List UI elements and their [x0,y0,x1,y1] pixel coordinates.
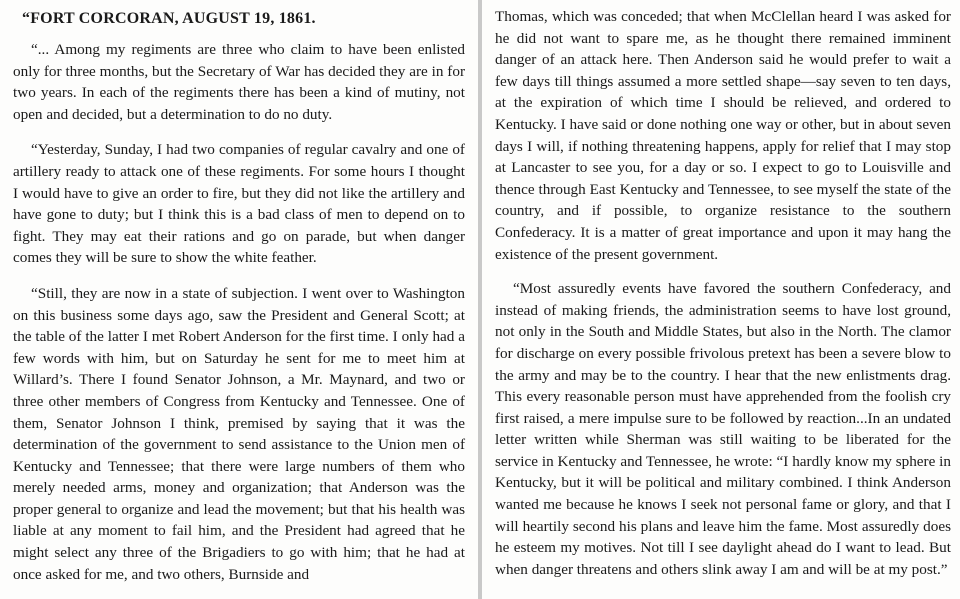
paragraph-4: “Most assuredly events have favored the southern Confederacy, and instead of making friends, the administration seems to have lost ground, not only in the South and Middle States, but also in the North. The clamor for discharge on every possible frivolous pretext has been a severe blow to the army and may be to the country. I hear that the new enlistments drag. This every reasonable person must have apprehended from the foolish cry first raised, a mere impulse sure to be followed by reaction...In an undated letter written while Sherman was still waiting to be liberated for the service in Kentucky and Tennessee, he wrote: “I hardly know my sphere in Kentucky, but it will be political and military combined. I think Anderson wanted me because he knows I seek not personal fame or glory, and that I will heartily second his plans and leave him the fame. Most assuredly does he esteem my motives. Not till I see daylight ahead do I want to lead. But when danger threatens and others slink away I am and will be at my post.” [495,280,951,578]
paragraph-2: “Yesterday, Sunday, I had two companies of regular cavalry and one of artillery ready to attack one of these regiments. For some hours I thought I would have to give an order to fire, but they did not like the artillery and have gone to duty; but I think this is a bad class of men to depend on to fight. They may eat their rations and go on parade, but when danger comes they will be sure to show the white feather. [13,141,465,267]
paragraph-1: “... Among my regiments are three who claim to have been enlisted only for three months, but the Secretary of War has decided they are in for two years. In each of the regiments there has been a kind of mutiny, not open and decided, but a determination to do no duty. [13,41,465,123]
letter-heading: “FORT CORCORAN, AUGUST 19, 1861. [22,10,316,27]
paragraph-3-continued: Thomas, which was conceded; that when McClellan heard I was asked for he did not want to spare me, as he thought there remained imminent danger of an attack here. Then Anderson said he would prefer to wait a few days till things assumed a more settled shape—say seven to ten days, at the expiration of which time I should be relieved, and ordered to Kentucky. I have said or done nothing one way or other, but in about seven days I will, if nothing threatening happens, apply for relief that I may stop at Lancaster to see you, for a day or so. I expect to go to Louisville and thence through East Kentucky and Tennessee, to see myself the state of the country, and if possible, to organize resistance to the southern Confederacy. It is a matter of great importance and upon it may hang the existence of the present government. [495,8,951,263]
right-column [482,0,960,599]
left-column [0,0,478,599]
paragraph-3: “Still, they are now in a state of subjection. I went over to Washington on this business some days ago, saw the President and General Scott; at the table of the latter I met Robert Anderson for the first time. I only had a few words with him, but on Saturday he sent for me to meet him at Willard’s. There I found Senator Johnson, a Mr. Maynard, and two or three other members of Congress from Kentucky and Tennessee. One of them, Senator Johnson I think, premised by saying that it was the determination of the government to send assistance to the Union men of Kentucky and Tennessee; that there were large numbers of them who merely needed arms, money and organization; that Anderson was the proper general to organize and lead the movement; but that his health was liable at any moment to fail him, and the President had agreed that he might select any three of the Brigadiers to go with him; that he had at once asked for me, and two others, Burnside and [13,284,465,583]
